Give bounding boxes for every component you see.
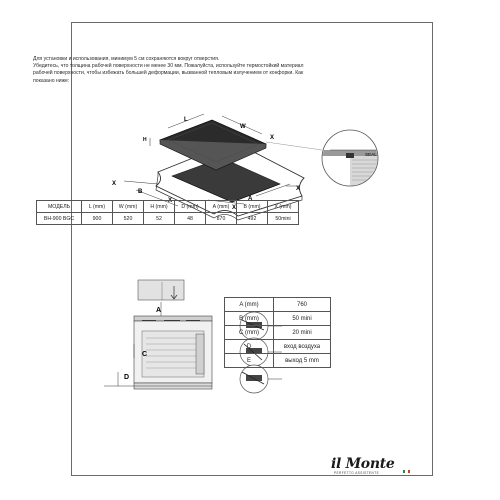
- label-x-right: X: [296, 186, 301, 192]
- table-cell: 52: [144, 213, 175, 225]
- brand-logo: il Monte: [331, 456, 395, 472]
- seal-label: SEAL: [365, 152, 377, 157]
- table-cell: E: [225, 354, 274, 368]
- table-cell: 50 mini: [274, 312, 331, 326]
- table-header-cell: D (mm): [175, 201, 206, 213]
- label-x-mid: X: [232, 205, 237, 211]
- table-cell: B (mm): [225, 312, 274, 326]
- brand-tagline: PERFETTO ASSISTENTE: [334, 471, 380, 475]
- table-header-cell: X (mm): [268, 201, 299, 213]
- label-l: L: [184, 117, 188, 123]
- label-x-left: X: [112, 181, 117, 187]
- label-x-bottom: X: [168, 198, 173, 204]
- table-header-cell: A (mm): [206, 201, 237, 213]
- label-h: H: [143, 137, 147, 143]
- table-row: [225, 340, 331, 354]
- table-cell: 492: [237, 213, 268, 225]
- label-a2: A: [156, 307, 162, 314]
- detail-view-3: [240, 365, 282, 393]
- table-cell: выход 5 mm: [274, 354, 331, 368]
- table-header-cell: L (mm): [82, 201, 113, 213]
- intro-line-2: Убедитесь, что толщина рабочей поверхности не менее 30 мм. Пожалуйста, используйте термостойкий материал рабочей поверхности, чтобы избежать большей деформации, вызванной тепловым излучением от конфорки. Как показано ниже:: [33, 63, 304, 84]
- table-row: [225, 298, 331, 312]
- table-header-cell: МОДЕЛЬ: [37, 201, 82, 213]
- table-cell: BH-900 BGC: [37, 213, 82, 225]
- table-header-cell: W (mm): [113, 201, 144, 213]
- table-row: [225, 312, 331, 326]
- italian-flag-icon: [403, 470, 410, 473]
- table-cell: 520: [113, 213, 144, 225]
- label-x-top: X: [270, 135, 275, 141]
- table-cell: A (mm): [225, 298, 274, 312]
- table-row: [225, 354, 331, 368]
- intro-line-1: Для установки и использования, минимум 5 см сохраняются вокруг отверстия.: [33, 56, 220, 62]
- label-d: D: [124, 374, 130, 381]
- table-cell: 760: [274, 298, 331, 312]
- table-header-cell: H (mm): [144, 201, 175, 213]
- label-a: A: [248, 196, 253, 202]
- flag-stripe: [408, 470, 410, 473]
- table-row: [225, 326, 331, 340]
- table-cell: 48: [175, 213, 206, 225]
- table-cell: 20 mini: [274, 326, 331, 340]
- table-cell: 870: [206, 213, 237, 225]
- table-cell: D: [225, 340, 274, 354]
- table-header-cell: B (mm): [237, 201, 268, 213]
- dimensions-table: [224, 297, 331, 368]
- label-c: C: [142, 351, 148, 358]
- table-cell: 900: [82, 213, 113, 225]
- label-b: B: [138, 189, 143, 195]
- label-w: W: [240, 124, 246, 130]
- table-cell: 50mini: [268, 213, 299, 225]
- table-cell: C (mm): [225, 326, 274, 340]
- table-cell: вход воздуха: [274, 340, 331, 354]
